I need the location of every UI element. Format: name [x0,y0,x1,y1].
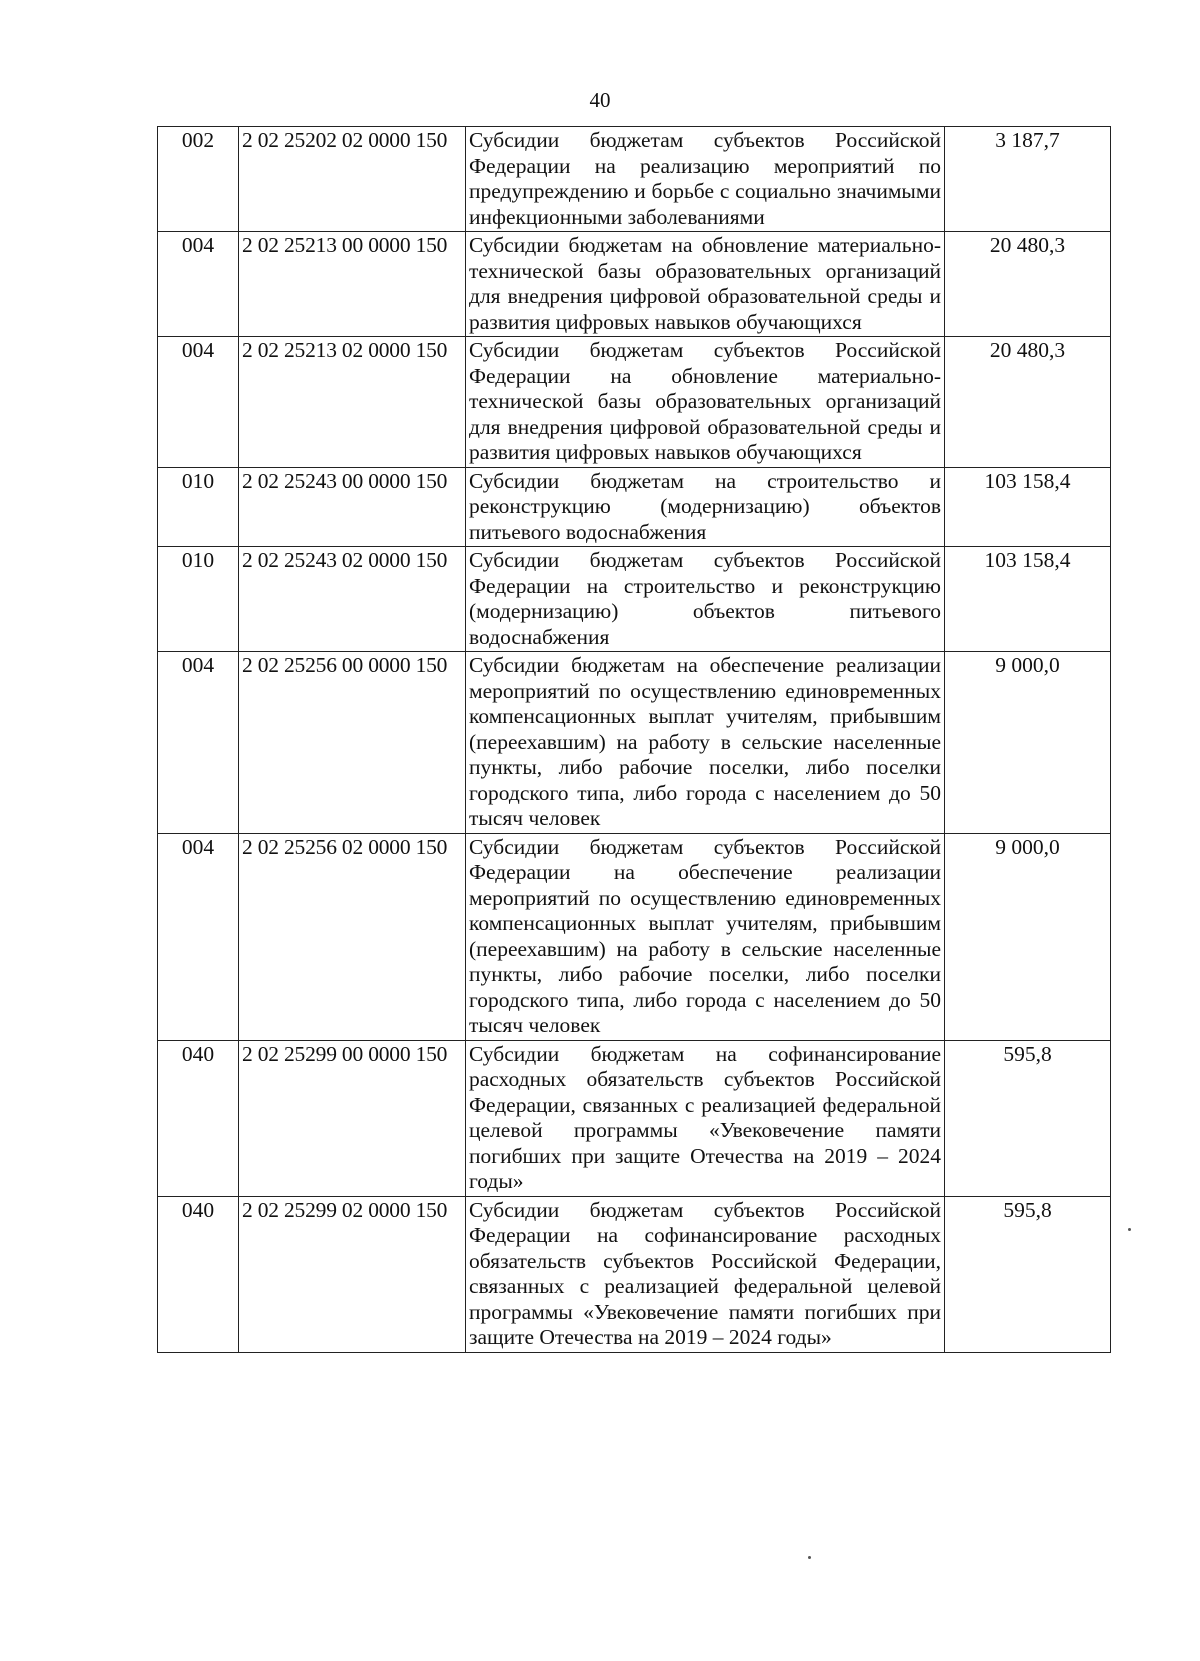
admin-code-cell: 040 [158,1040,239,1196]
table-row [158,467,1111,547]
table-row [158,652,1111,834]
amount-cell: 595,8 [945,1196,1111,1352]
amount-cell: 9 000,0 [945,833,1111,1040]
revenue-name-cell: Субсидии бюджетам на обеспечение реализации мероприятий по осуществлению единовременных компенсационных выплат учителям, прибывшим (переехавшим) на работу в сельские населенные пункты, либо рабочие поселки, либо поселки городского типа, либо города с населением до 50 тысяч человек [466,652,945,834]
revenue-name-cell: Субсидии бюджетам субъектов Российской Федерации на софинансирование расходных обязательств субъектов Российской Федерации, связанных с реализацией федеральной целевой программы «Увековечение памяти погибших при защите Отечества на 2019 – 2024 годы» [466,1196,945,1352]
budget-revenue-table [157,126,1111,1353]
admin-code-cell: 002 [158,127,239,232]
budget-code-cell: 2 02 25213 02 0000 150 [239,337,466,468]
page-number: 40 [589,88,611,112]
admin-code-cell: 004 [158,337,239,468]
revenue-name-cell: Субсидии бюджетам субъектов Российской Федерации на строительство и реконструкцию (модернизацию) объектов питьевого водоснабжения [466,547,945,652]
table-row [158,232,1111,337]
admin-code-cell: 040 [158,1196,239,1352]
amount-cell: 103 158,4 [945,467,1111,547]
budget-code-cell: 2 02 25243 02 0000 150 [239,547,466,652]
admin-code-cell: 010 [158,547,239,652]
budget-code-cell: 2 02 25202 02 0000 150 [239,127,466,232]
scan-speck [808,1556,811,1559]
table-row [158,127,1111,232]
amount-cell: 20 480,3 [945,232,1111,337]
amount-cell: 3 187,7 [945,127,1111,232]
revenue-name-cell: Субсидии бюджетам на строительство и реконструкцию (модернизацию) объектов питьевого водоснабжения [466,467,945,547]
revenue-name-cell: Субсидии бюджетам субъектов Российской Федерации на реализацию мероприятий по предупреждению и борьбе с социально значимыми инфекционными заболеваниями [466,127,945,232]
budget-code-cell: 2 02 25256 02 0000 150 [239,833,466,1040]
table-row [158,547,1111,652]
admin-code-cell: 004 [158,652,239,834]
amount-cell: 20 480,3 [945,337,1111,468]
amount-cell: 103 158,4 [945,547,1111,652]
admin-code-cell: 010 [158,467,239,547]
budget-code-cell: 2 02 25299 00 0000 150 [239,1040,466,1196]
revenue-name-cell: Субсидии бюджетам субъектов Российской Федерации на обновление материально-технической базы образовательных организаций для внедрения цифровой образовательной среды и развития цифровых навыков обучающихся [466,337,945,468]
amount-cell: 595,8 [945,1040,1111,1196]
revenue-name-cell: Субсидии бюджетам субъектов Российской Федерации на обеспечение реализации мероприятий по осуществлению единовременных компенсационных выплат учителям, прибывшим (переехавшим) на работу в сельские населенные пункты, либо рабочие поселки, либо поселки городского типа, либо города с населением до 50 тысяч человек [466,833,945,1040]
budget-code-cell: 2 02 25256 00 0000 150 [239,652,466,834]
table-row [158,1040,1111,1196]
budget-code-cell: 2 02 25213 00 0000 150 [239,232,466,337]
revenue-name-cell: Субсидии бюджетам на софинансирование расходных обязательств субъектов Российской Федерации, связанных с реализацией федеральной целевой программы «Увековечение памяти погибших при защите Отечества на 2019 – 2024 годы» [466,1040,945,1196]
budget-code-cell: 2 02 25243 00 0000 150 [239,467,466,547]
budget-code-cell: 2 02 25299 02 0000 150 [239,1196,466,1352]
revenue-name-cell: Субсидии бюджетам на обновление материально-технической базы образовательных организаций для внедрения цифровой образовательной среды и развития цифровых навыков обучающихся [466,232,945,337]
table-row [158,337,1111,468]
amount-cell: 9 000,0 [945,652,1111,834]
table-row [158,1196,1111,1352]
admin-code-cell: 004 [158,232,239,337]
scan-speck [1128,1228,1131,1231]
admin-code-cell: 004 [158,833,239,1040]
table-row [158,833,1111,1040]
